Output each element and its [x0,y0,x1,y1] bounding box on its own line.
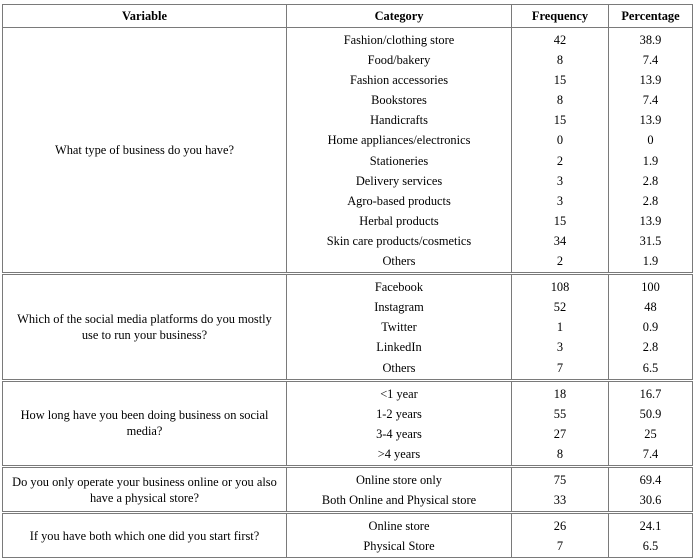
category-value: 3-4 years [376,426,422,441]
frequency-value: 3 [556,193,564,208]
frequency-value: 0 [556,133,564,148]
frequency-value: 34 [553,233,567,248]
percentage-value: 30.6 [639,493,662,508]
variable-cell: How long have you been doing business on social media? [3,380,287,466]
percentage-value: 2.8 [642,173,659,188]
frequency-value: 33 [553,493,567,508]
category-value: Twitter [381,320,417,335]
percentage-value: 13.9 [639,213,662,228]
category-value: Fashion accessories [349,73,449,88]
percentage-value: 24.1 [639,519,662,534]
table-group-platforms [3,274,693,380]
category-value: Online store [368,519,430,534]
percentage-value: 0 [647,133,654,148]
percentage-value: 6.5 [642,539,659,554]
category-value: LinkedIn [376,340,422,355]
percentage-cell [609,274,693,380]
frequency-value: 55 [553,406,567,421]
table-group-store-type [3,466,693,512]
table-row [3,466,693,512]
frequency-cell [512,28,609,274]
frequency-value: 1 [556,320,564,335]
category-value: Food/bakery [367,53,431,68]
variable-cell: Do you only operate your business online or you also have a physical store? [3,466,287,512]
percentage-value: 7.4 [642,446,659,461]
frequency-value: 27 [553,426,567,441]
category-value: Facebook [374,280,424,295]
frequency-value: 18 [553,386,567,401]
frequency-value: 15 [553,73,567,88]
percentage-cell [609,28,693,274]
category-value: 1-2 years [376,406,422,421]
table-row [3,274,693,380]
category-value: Physical Store [363,539,435,554]
category-value: Stationeries [369,153,429,168]
frequency-value: 75 [553,472,567,487]
frequency-value: 7 [556,360,564,375]
percentage-value: 2.8 [642,193,659,208]
percentage-value: 69.4 [639,472,662,487]
percentage-value: 13.9 [639,113,662,128]
frequency-value: 8 [556,446,564,461]
percentage-value: 0.9 [642,320,659,335]
frequency-value: 2 [556,254,564,269]
percentage-value: 1.9 [642,254,659,269]
frequency-value: 3 [556,340,564,355]
category-value: Handicrafts [370,113,428,128]
table-row [3,380,693,466]
header-variable: Variable [3,5,287,28]
frequency-value: 15 [553,213,567,228]
percentage-value: 25 [644,426,657,441]
percentage-cell [609,466,693,512]
frequency-value: 7 [556,539,564,554]
category-value: Skin care products/cosmetics [326,233,472,248]
percentage-value: 48 [644,300,657,315]
header-percentage: Percentage [609,5,693,28]
category-cell [287,513,512,558]
category-value: Both Online and Physical store [321,493,477,508]
frequency-value: 52 [553,300,567,315]
category-value: Delivery services [355,173,443,188]
category-value: Others [382,360,416,375]
frequency-value: 42 [553,33,567,47]
survey-results-table [2,4,693,558]
category-value: Online store only [355,472,443,487]
percentage-value: 31.5 [639,233,662,248]
table-row [3,513,693,558]
percentage-value: 50.9 [639,406,662,421]
category-cell [287,274,512,380]
variable-cell: Which of the social media platforms do you mostly use to run your business? [3,274,287,380]
frequency-value: 3 [556,173,564,188]
frequency-cell [512,274,609,380]
frequency-value: 8 [556,53,564,68]
frequency-value: 8 [556,93,564,108]
percentage-value: 7.4 [642,93,659,108]
category-value: >4 years [377,446,421,461]
table-group-business-type [3,28,693,274]
frequency-cell [512,513,609,558]
frequency-cell [512,380,609,466]
category-value: Instagram [374,300,424,315]
category-value: Home appliances/electronics [327,133,471,148]
frequency-value: 2 [556,153,564,168]
category-value: Agro-based products [347,193,451,208]
table-group-duration [3,380,693,466]
percentage-value: 2.8 [642,340,659,355]
percentage-value: 6.5 [642,360,659,375]
percentage-value: 7.4 [642,53,659,68]
header-category: Category [287,5,512,28]
category-value: Others [382,254,416,269]
category-value: Herbal products [359,213,439,228]
category-cell [287,466,512,512]
category-value: <1 year [380,386,418,401]
category-value: Fashion/clothing store [343,33,455,47]
table-group-started-first [3,513,693,558]
percentage-value: 1.9 [642,153,659,168]
frequency-value: 26 [553,519,567,534]
percentage-cell [609,513,693,558]
category-cell [287,380,512,466]
category-cell [287,28,512,274]
percentage-cell [609,380,693,466]
frequency-cell [512,466,609,512]
percentage-value: 13.9 [639,73,662,88]
frequency-value: 108 [550,280,570,295]
percentage-value: 38.9 [639,33,662,47]
variable-cell: If you have both which one did you start first? [3,513,287,558]
header-row [3,5,693,28]
table-row [3,28,693,274]
category-value: Bookstores [371,93,427,108]
percentage-value: 16.7 [639,386,662,401]
frequency-value: 15 [553,113,567,128]
header-frequency: Frequency [512,5,609,28]
percentage-value: 100 [641,280,660,295]
variable-cell: What type of business do you have? [3,28,287,274]
